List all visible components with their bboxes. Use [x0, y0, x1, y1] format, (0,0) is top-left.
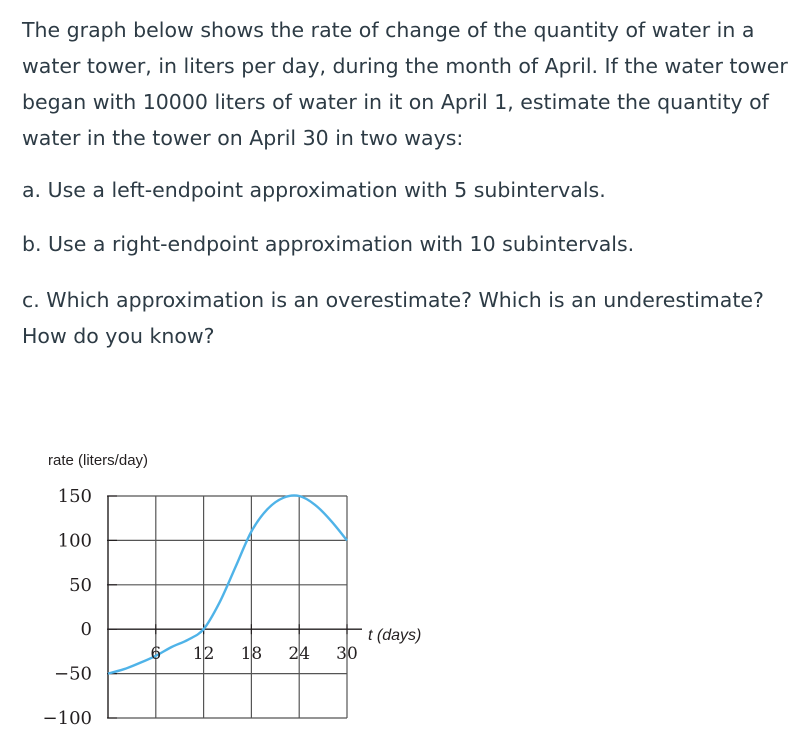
y-tick-label: −50 — [54, 663, 92, 685]
y-tick-label: −100 — [42, 708, 92, 729]
y-tick-label: 0 — [80, 619, 92, 641]
x-tick-label: 24 — [288, 644, 311, 665]
y-tick-label: 150 — [57, 486, 92, 507]
x-tick-label: 18 — [240, 644, 263, 665]
chart-grid — [108, 496, 347, 718]
y-axis-label: rate (liters/day) — [48, 452, 149, 469]
x-tick-label: 12 — [192, 644, 215, 665]
x-axis-label: t (days) — [368, 627, 422, 644]
question-a-text: a. Use a left-endpoint approximation with 5 subintervals. — [22, 178, 606, 202]
x-tick-label: 30 — [336, 644, 358, 665]
question-c-text: c. Which approximation is an overestimate? Which is an underestimate? How do you know? — [22, 288, 764, 348]
chart-labels — [43, 452, 422, 729]
y-tick-label: 50 — [69, 574, 92, 596]
chart-axes — [107, 496, 362, 718]
intro-text: The graph below shows the rate of change of the quantity of water in a water tower, in liters per day, during the month of April. If the water tower began with 10000 liters of water in it on April 1, estimate the quantity of water in the tower on April 30 in two ways: — [22, 18, 788, 150]
y-tick-label: 100 — [57, 530, 92, 552]
question-b-text: b. Use a right-endpoint approximation with 10 subintervals. — [22, 232, 635, 256]
x-tick-label: 6 — [150, 644, 162, 665]
